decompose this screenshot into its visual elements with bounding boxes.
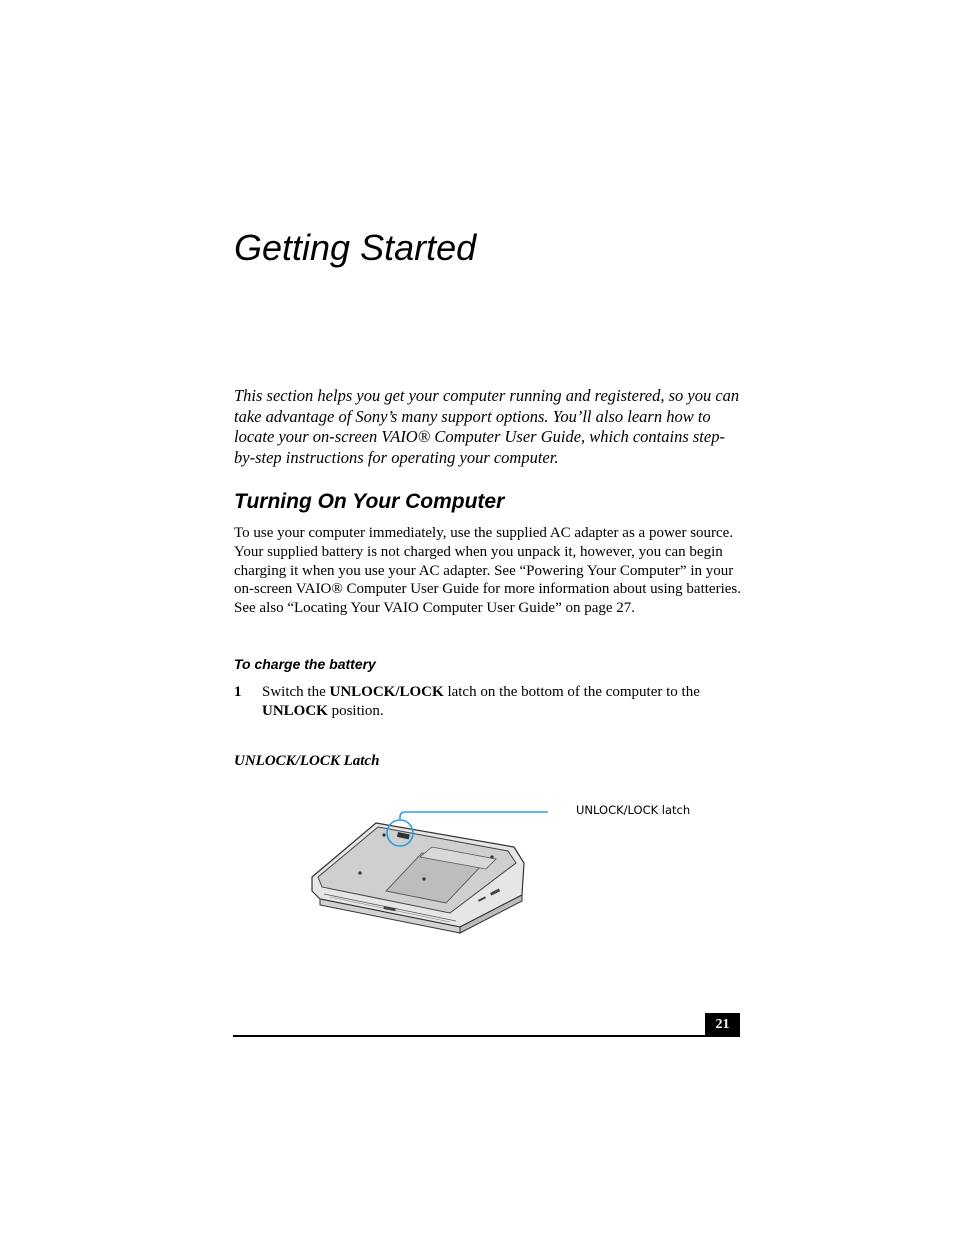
step-text (262, 683, 744, 721)
procedure-step (234, 683, 744, 721)
step-number: 1 (234, 684, 242, 700)
section-heading: Turning On Your Computer (234, 490, 505, 513)
page-number: 21 (705, 1013, 740, 1036)
step-keyword: UNLOCK/LOCK (329, 684, 444, 700)
callout-label: UNLOCK/LOCK latch (576, 803, 691, 817)
procedure-heading: To charge the battery (234, 656, 376, 672)
chapter-title: Getting Started (234, 227, 477, 268)
figure-caption: UNLOCK/LOCK Latch (234, 753, 380, 769)
step-text-part: Switch the (262, 684, 330, 700)
section-body: To use your computer immediately, use the supplied AC adapter as a power source. Your supplied battery is not charged when you unpack it, however, you can begin charging it when you use your AC adapter. See “Powering Your Computer” in your on-screen VAIO® Computer User Guide for more information about using batteries. See also “Locating Your VAIO Computer User Guide” on page 27. (234, 525, 741, 617)
step-text-part: latch on the bottom of the computer to the (443, 684, 700, 700)
step-text-part: position. (327, 703, 384, 719)
footer-rule (233, 1035, 740, 1037)
callout-leader-line (400, 812, 548, 820)
step-keyword: UNLOCK (262, 703, 328, 719)
chapter-intro: This section helps you get your computer running and registered, so you can take advantage of Sony’s many support options. You’ll also learn how to locate your on-screen VAIO® Computer User Guide, which contains step-by-step instructions for operating your computer. (234, 386, 740, 467)
